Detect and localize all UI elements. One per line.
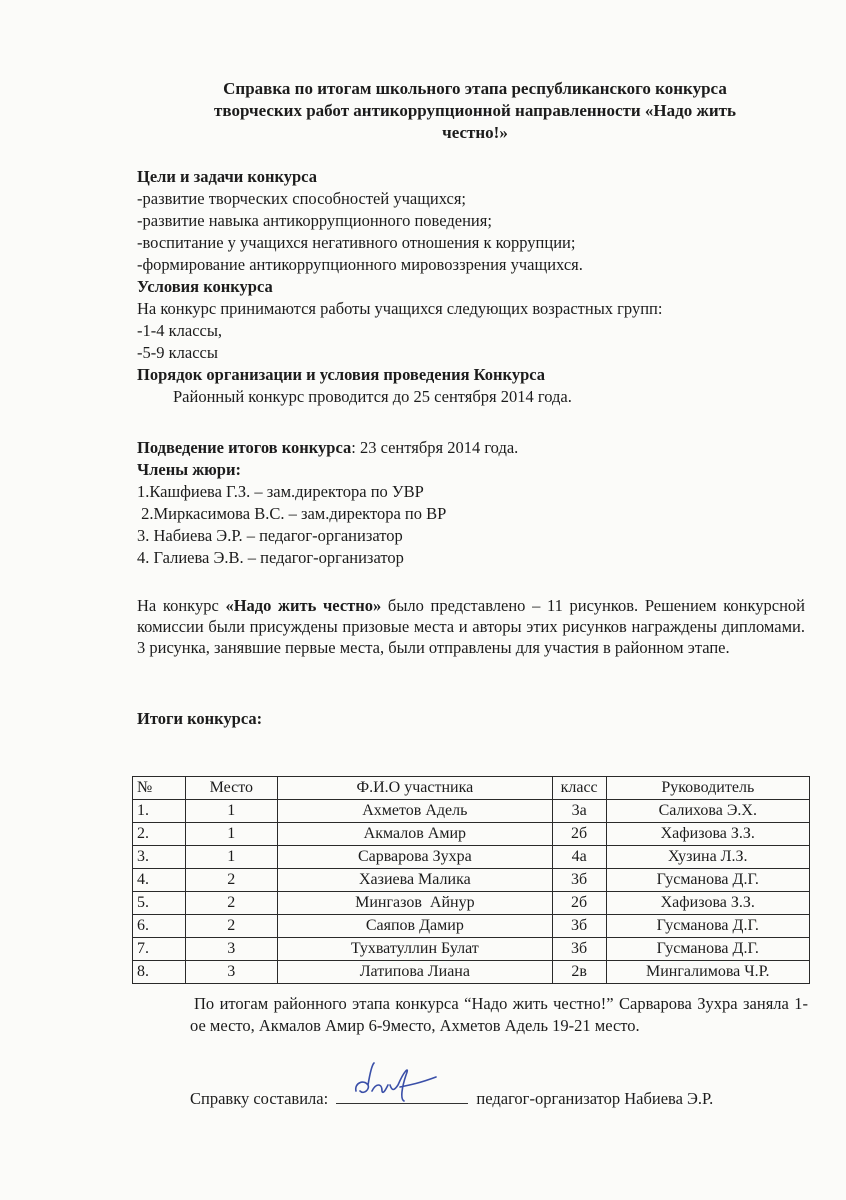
- jury-member: 2.Миркасимова В.С. – зам.директора по ВР: [137, 504, 447, 523]
- cell-number: 8.: [133, 961, 186, 984]
- goal-item: -развитие навыка антикоррупционного поведения;: [137, 211, 492, 230]
- header-participant: Ф.И.О участника: [277, 777, 552, 800]
- cell-class: 3б: [552, 938, 606, 961]
- cell-supervisor: Хузина Л.З.: [606, 846, 809, 869]
- header-number: №: [133, 777, 186, 800]
- signature-line: [190, 1087, 713, 1109]
- conditions-heading: Условия конкурса: [137, 277, 273, 296]
- cell-place: 2: [185, 915, 277, 938]
- cell-place: 1: [185, 846, 277, 869]
- goal-item: -развитие творческих способностей учащихся;: [137, 189, 467, 208]
- paragraph-part-1: На конкурс: [137, 596, 226, 615]
- cell-class: 3а: [552, 800, 606, 823]
- jury-section: [137, 437, 518, 569]
- cell-number: 2.: [133, 823, 186, 846]
- contest-paragraph: [137, 595, 805, 658]
- title-line-2: творческих работ антикоррупционной направленности «Надо жить: [214, 101, 736, 120]
- table-row: [133, 938, 810, 961]
- goal-item: -формирование антикоррупционного мировоззрения учащихся.: [137, 255, 583, 274]
- table-row: [133, 892, 810, 915]
- cell-participant: Ахметов Адель: [277, 800, 552, 823]
- cell-participant: Хазиева Малика: [277, 869, 552, 892]
- cell-participant: Акмалов Амир: [277, 823, 552, 846]
- table-row: [133, 800, 810, 823]
- cell-place: 2: [185, 869, 277, 892]
- cell-supervisor: Салихова Э.Х.: [606, 800, 809, 823]
- table-row: [133, 869, 810, 892]
- header-class: класс: [552, 777, 606, 800]
- cell-participant: Сарварова Зухра: [277, 846, 552, 869]
- cell-number: 4.: [133, 869, 186, 892]
- cell-supervisor: Мингалимова Ч.Р.: [606, 961, 809, 984]
- goals-section: [137, 166, 662, 408]
- cell-participant: Саяпов Дамир: [277, 915, 552, 938]
- jury-member: 4. Галиева Э.В. – педагог-организатор: [137, 548, 404, 567]
- procedure-heading: Порядок организации и условия проведения Конкурса: [137, 365, 546, 384]
- results-date-value: : 23 сентября 2014 года.: [351, 438, 519, 457]
- cell-number: 7.: [133, 938, 186, 961]
- cell-participant: Латипова Лиана: [277, 961, 552, 984]
- cell-class: 3б: [552, 869, 606, 892]
- cell-place: 3: [185, 961, 277, 984]
- cell-place: 2: [185, 892, 277, 915]
- cell-supervisor: Хафизова З.З.: [606, 892, 809, 915]
- age-group: -1-4 классы,: [137, 321, 223, 340]
- title-line-1: Справка по итогам школьного этапа республиканского конкурса: [223, 79, 727, 98]
- table-row: [133, 915, 810, 938]
- cell-class: 3б: [552, 915, 606, 938]
- signature-suffix: педагог-организатор Набиева Э.Р.: [476, 1089, 714, 1108]
- regional-summary: По итогам районного этапа конкурса “Надо жить честно!” Сарварова Зухра заняла 1-ое место, Акмалов Амир 6-9место, Ахметов Адель 19-21 место.: [190, 994, 808, 1035]
- signature-underline: [336, 1087, 468, 1104]
- goals-heading: Цели и задачи конкурса: [137, 167, 317, 186]
- cell-place: 1: [185, 800, 277, 823]
- cell-supervisor: Гусманова Д.Г.: [606, 938, 809, 961]
- header-place: Место: [185, 777, 277, 800]
- table-row: [133, 961, 810, 984]
- document-title: [150, 78, 800, 144]
- cell-participant: Мингазов Айнур: [277, 892, 552, 915]
- jury-member: 3. Набиева Э.Р. – педагог-организатор: [137, 526, 403, 545]
- cell-number: 3.: [133, 846, 186, 869]
- table-header-row: [133, 777, 810, 800]
- cell-supervisor: Гусманова Д.Г.: [606, 869, 809, 892]
- results-heading: Итоги конкурса:: [137, 709, 263, 728]
- handwritten-signature: [350, 1061, 450, 1105]
- cell-number: 5.: [133, 892, 186, 915]
- cell-class: 2б: [552, 823, 606, 846]
- cell-number: 1.: [133, 800, 186, 823]
- goal-item: -воспитание у учащихся негативного отношения к коррупции;: [137, 233, 576, 252]
- header-supervisor: Руководитель: [606, 777, 809, 800]
- jury-heading: Члены жюри:: [137, 460, 241, 479]
- conditions-text: На конкурс принимаются работы учащихся следующих возрастных групп:: [137, 299, 663, 318]
- title-line-3: честно!»: [442, 123, 508, 142]
- cell-class: 2в: [552, 961, 606, 984]
- procedure-text: Районный конкурс проводится до 25 сентября 2014 года.: [173, 387, 572, 406]
- table-row: [133, 823, 810, 846]
- cell-class: 2б: [552, 892, 606, 915]
- table-row: [133, 846, 810, 869]
- cell-supervisor: Гусманова Д.Г.: [606, 915, 809, 938]
- cell-supervisor: Хафизова З.З.: [606, 823, 809, 846]
- results-date-label: Подведение итогов конкурса: [137, 438, 352, 457]
- age-group: -5-9 классы: [137, 343, 218, 362]
- cell-place: 1: [185, 823, 277, 846]
- results-date: [137, 437, 518, 459]
- cell-class: 4а: [552, 846, 606, 869]
- cell-participant: Тухватуллин Булат: [277, 938, 552, 961]
- contest-name: «Надо жить честно»: [225, 596, 382, 615]
- cell-place: 3: [185, 938, 277, 961]
- results-table: [132, 776, 810, 984]
- paragraph-part-2: было представлено – 11 рисунков. Решением конкурсной комиссии были присуждены призовые места и авторы этих рисунков награждены дипломами. 3 рисунка, занявшие первые места, были отправлены для участия в районном этапе.: [137, 596, 805, 657]
- cell-number: 6.: [133, 915, 186, 938]
- signature-prefix: Справку составила:: [190, 1089, 329, 1108]
- jury-member: 1.Кашфиева Г.З. – зам.директора по УВР: [137, 482, 424, 501]
